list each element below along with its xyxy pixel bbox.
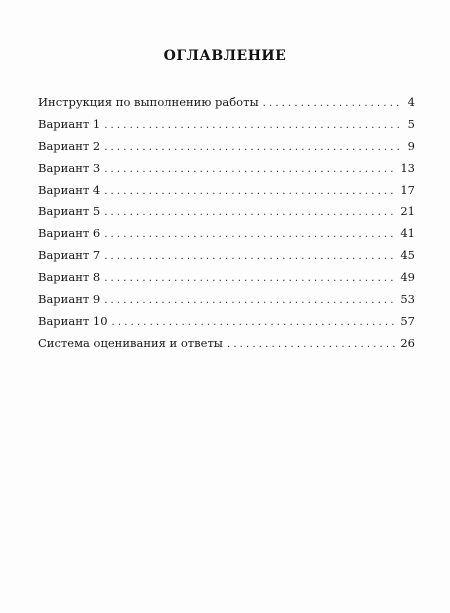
toc-entry-page: 45 <box>400 248 415 263</box>
toc-entry <box>38 270 415 292</box>
toc-entry-label: Вариант 10 <box>38 313 108 328</box>
toc-entry-label: Инструкция по выполнению работы <box>38 95 259 109</box>
toc-entry-page: 26 <box>400 335 415 350</box>
toc-leader-dots <box>104 119 399 133</box>
toc-entry-page: 49 <box>400 270 415 285</box>
toc-entry <box>38 183 415 205</box>
toc-leader-dots <box>104 272 396 286</box>
toc-entry-label: Вариант 2 <box>38 138 101 153</box>
toc-entry-label: Вариант 3 <box>38 160 101 175</box>
toc-entry <box>38 139 415 161</box>
toc-leader-dots <box>104 228 396 242</box>
page-title: ОГЛАВЛЕНИЕ <box>163 48 287 64</box>
toc-entry-page: 41 <box>400 226 415 241</box>
toc-leader-dots <box>104 185 396 199</box>
toc-entry-label: Вариант 7 <box>38 248 101 263</box>
toc-entry <box>38 336 415 358</box>
toc-entry <box>38 95 415 117</box>
toc-entry-page: 57 <box>400 313 415 328</box>
toc-leader-dots <box>104 141 399 155</box>
toc-entry-page: 4 <box>407 95 415 109</box>
toc-entry-page: 53 <box>400 292 415 307</box>
toc-leader-dots <box>104 294 396 308</box>
toc-entry-label: Вариант 9 <box>38 292 101 307</box>
toc-leader-dots <box>227 338 396 352</box>
toc-entry <box>38 117 415 139</box>
toc-entry-page: 13 <box>400 160 415 175</box>
toc-leader-dots <box>104 250 396 264</box>
toc-entry-label: Система оценивания и ответы <box>38 335 223 350</box>
toc-entry-page: 9 <box>407 138 415 153</box>
toc-entry-label: Вариант 8 <box>38 270 101 285</box>
toc-entry <box>38 292 415 314</box>
toc-leader-dots <box>112 316 397 330</box>
toc-entry-label: Вариант 5 <box>38 204 101 219</box>
toc-leader-dots <box>104 163 396 177</box>
toc-entry-label: Вариант 4 <box>38 182 101 197</box>
table-of-contents <box>38 95 415 358</box>
toc-leader-dots <box>104 206 396 220</box>
toc-entry <box>38 161 415 183</box>
toc-entry <box>38 248 415 270</box>
toc-entry-page: 17 <box>400 182 415 197</box>
toc-entry-page: 21 <box>400 204 415 219</box>
toc-entry-label: Вариант 1 <box>38 116 101 131</box>
toc-entry <box>38 204 415 226</box>
toc-entry <box>38 314 415 336</box>
toc-entry <box>38 226 415 248</box>
toc-entry-label: Вариант 6 <box>38 226 101 241</box>
toc-leader-dots <box>263 97 399 111</box>
toc-entry-page: 5 <box>407 116 415 131</box>
